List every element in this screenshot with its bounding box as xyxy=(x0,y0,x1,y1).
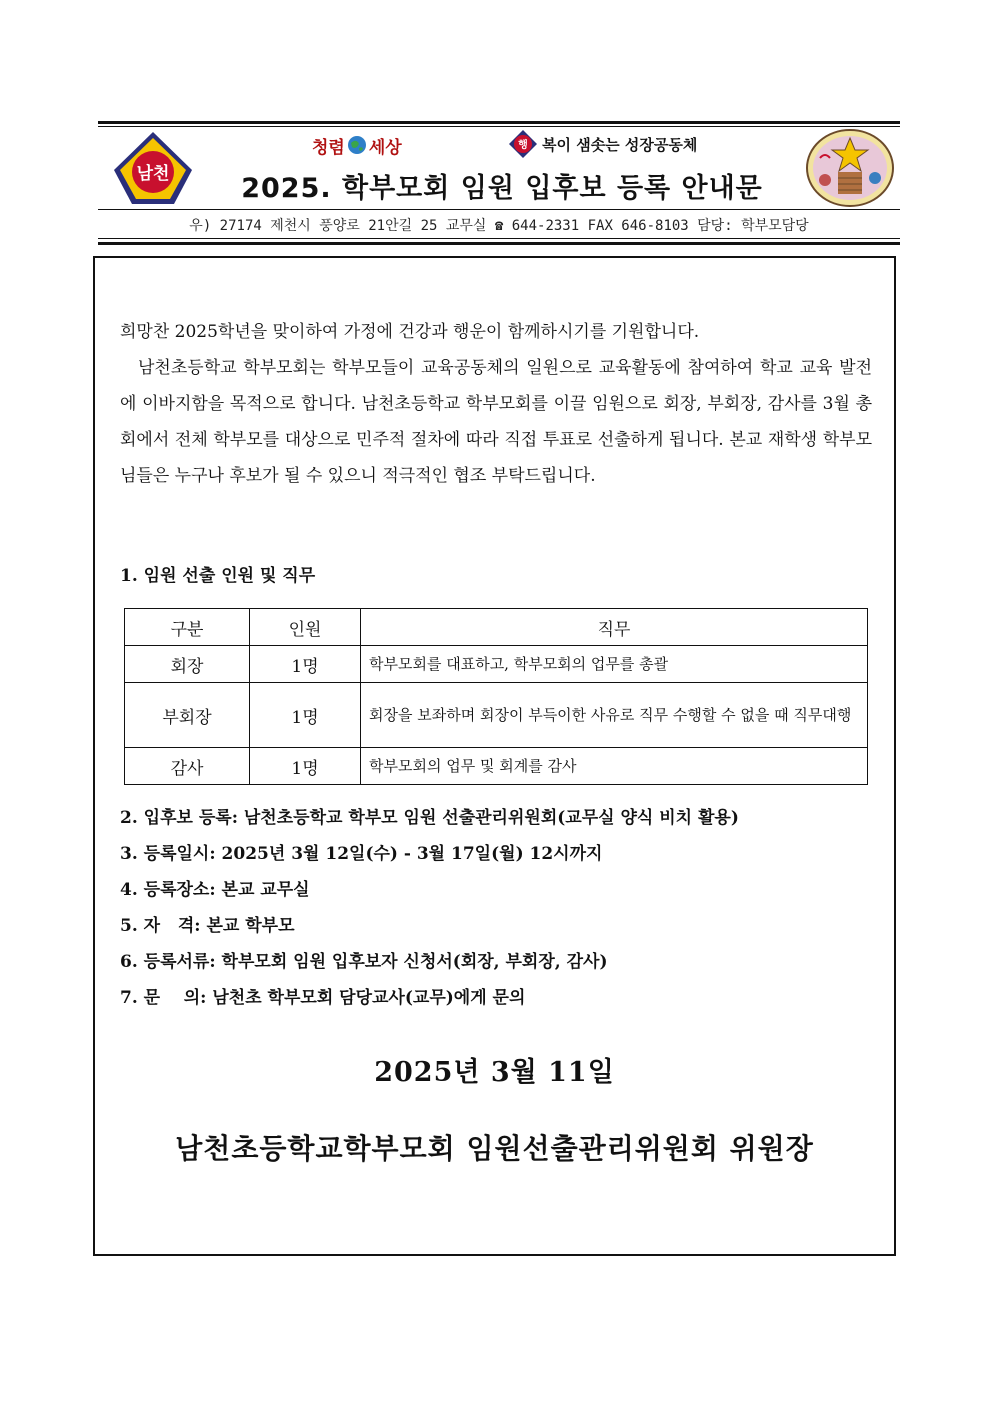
slogan-left-text: 청렴 xyxy=(312,137,345,158)
table-cell: 회장 xyxy=(125,646,250,683)
header-rule-bottom-thin xyxy=(98,238,900,239)
header-rule-top-thin xyxy=(98,126,900,127)
table-cell: 1명 xyxy=(250,683,361,748)
table-row xyxy=(125,683,868,748)
slogan-growth-community xyxy=(508,129,697,159)
school-address-line: 우) 27174 제천시 풍양로 21안길 25 교무실 ☎ 644-2331 FAX 646-8103 담당: 학부모담당 xyxy=(189,218,809,234)
slogan-right-text: 복이 샘솟는 성장공동체 xyxy=(542,135,698,154)
list-item: 2. 입후보 등록: 남천초등학교 학부모 임원 선출관리위원회(교무실 양식 비치 활용) xyxy=(120,808,739,828)
badge-text: 행 xyxy=(518,140,528,151)
table-row xyxy=(125,646,868,683)
header-rule-middle xyxy=(98,209,900,210)
table-cell: 감사 xyxy=(125,748,250,785)
list-item: 7. 문 의: 남천초 학부모회 담당교사(교무)에게 문의 xyxy=(120,988,526,1008)
header-rule-bottom xyxy=(98,242,900,245)
table-cell: 학부모회의 업무 및 회계를 감사 xyxy=(361,748,868,785)
globe-icon xyxy=(347,135,367,155)
list-item: 5. 자 격: 본교 학부모 xyxy=(120,916,295,936)
table-cell: 학부모회를 대표하고, 학부모회의 업무를 총괄 xyxy=(361,646,868,683)
table-cell: 부회장 xyxy=(125,683,250,748)
table-cell: 1명 xyxy=(250,646,361,683)
list-item: 6. 등록서류: 학부모회 임원 입후보자 신청서(회장, 부회장, 감사) xyxy=(120,952,608,972)
document-date: 2025년 3월 11일 xyxy=(374,1057,615,1088)
list-item: 4. 등록장소: 본교 교무실 xyxy=(120,880,310,900)
document-title: 2025. 학부모회 임원 입후보 등록 안내문 xyxy=(241,173,763,204)
header-rule-top xyxy=(98,121,900,124)
table-header-cell: 구분 xyxy=(125,609,250,646)
slogan-left-text-2: 세상 xyxy=(368,137,402,158)
table-header-cell: 인원 xyxy=(250,609,361,646)
greeting-paragraph: 희망찬 2025학년을 맞이하여 가정에 건강과 행운이 함께하시기를 기원합니다. xyxy=(120,322,700,342)
table-row xyxy=(125,748,868,785)
list-item: 3. 등록일시: 2025년 3월 12일(수) - 3월 17일(월) 12시까지 xyxy=(120,844,603,864)
happiness-badge-icon xyxy=(508,129,538,159)
registration-info-list xyxy=(120,800,739,1016)
officer-duty-table xyxy=(124,608,868,785)
school-emblem-icon xyxy=(112,130,194,206)
table-header-row xyxy=(125,609,868,646)
emblem-text: 남천 xyxy=(136,164,170,184)
table-cell: 1명 xyxy=(250,748,361,785)
slogan-clean-world xyxy=(312,133,402,157)
purpose-paragraph: 남천초등학교 학부모회는 학부모들이 교육공동체의 일원으로 교육활동에 참여하여 학교 교육 발전에 이바지함을 목적으로 합니다. 남천초등학교 학부모회를 이끌 임원으로 회장, 부회장, 감사를 3월 총회에서 전체 학부모를 대상으로 민주적 절차에 따라 직접 투표로 선출하게 됩니다. 본교 재학생 학부모님들은 누구나 후보가 될 수 있으니 적극적인 협조 부탁드립니다. xyxy=(120,358,872,486)
table-header-cell: 직무 xyxy=(361,609,868,646)
section-heading-officers: 1. 임원 선출 인원 및 직무 xyxy=(120,566,316,586)
signature-line: 남천초등학교학부모회 임원선출관리위원회 위원장 xyxy=(175,1132,814,1165)
parents-association-logo-icon xyxy=(805,128,895,208)
table-cell: 회장을 보좌하며 회장이 부득이한 사유로 직무 수행할 수 없을 때 직무대행 xyxy=(361,683,868,748)
